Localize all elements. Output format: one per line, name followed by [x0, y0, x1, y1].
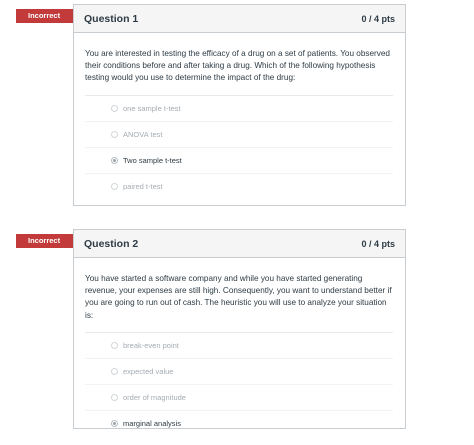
question-header: [74, 230, 405, 258]
answer-label: break-even point: [123, 340, 179, 350]
radio-button-icon[interactable]: [111, 394, 118, 401]
question-text: You have started a software company and while you have started generating revenue, your expenses are still high. Consequently, you want to understand better if you are going to run out of cash. The heuristic you will use to analyze your situation is:: [85, 274, 392, 320]
answer-option[interactable]: [85, 359, 393, 385]
question-header: [74, 5, 405, 33]
answer-list: [85, 95, 393, 200]
answer-option[interactable]: [85, 174, 393, 200]
incorrect-badge: Incorrect: [16, 234, 78, 248]
answer-label: expected value: [123, 366, 174, 376]
incorrect-badge: Incorrect: [16, 9, 78, 23]
radio-button-icon[interactable]: [111, 131, 118, 138]
radio-button-icon[interactable]: [111, 342, 118, 349]
radio-button-icon[interactable]: [111, 183, 118, 190]
answer-label: one sample t-test: [123, 103, 181, 113]
answer-label: marginal analysis: [123, 419, 181, 429]
question-card: [73, 4, 406, 206]
answer-option-selected[interactable]: [85, 411, 393, 437]
answer-label: paired t-test: [123, 182, 163, 192]
question-body: [74, 33, 405, 208]
question-card: [73, 229, 406, 429]
radio-button-icon[interactable]: [111, 368, 118, 375]
question-title: Question 1: [84, 12, 139, 25]
radio-button-checked-icon[interactable]: [111, 157, 118, 164]
question-text: You are interested in testing the efficacy of a drug on a set of patients. You observed their conditions before and after taking a drug. Which of the following hypothesis testing would you use to determine the impact of the drug:: [85, 49, 390, 83]
answer-list: [85, 332, 393, 437]
answer-option-selected[interactable]: [85, 148, 393, 174]
question-points: 0 / 4 pts: [361, 238, 395, 249]
answer-option[interactable]: [85, 122, 393, 148]
answer-option[interactable]: [85, 333, 393, 359]
answer-option[interactable]: [85, 96, 393, 122]
question-title: Question 2: [84, 237, 139, 250]
radio-button-icon[interactable]: [111, 105, 118, 112]
answer-label: order of magnitude: [123, 392, 186, 402]
question-body: [74, 258, 405, 445]
answer-label: ANOVA test: [123, 129, 163, 139]
answer-option[interactable]: [85, 385, 393, 411]
question-points: 0 / 4 pts: [361, 13, 395, 24]
answer-label: Two sample t-test: [123, 155, 182, 165]
radio-button-checked-icon[interactable]: [111, 420, 118, 427]
